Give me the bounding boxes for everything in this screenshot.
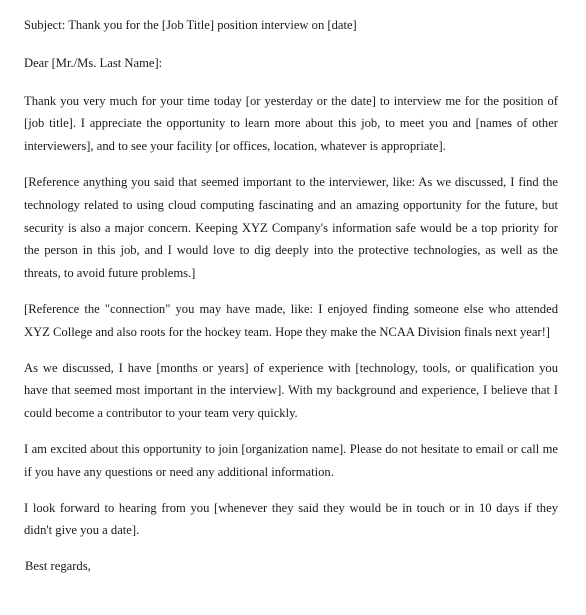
paragraph-thank-you: Thank you very much for your time today [or yesterday or the date] to interview me for the position of [job title]. I appreciate the opportunity to learn more about this job, to meet you and [names of other interviewers], and to see your facility [or offices, location, whatever is appropriate].: [24, 93, 558, 154]
paragraph-experience: As we discussed, I have [months or years] of experience with [technology, tools, or qualification you have that seemed most important in the interview]. With my background and experience, I believe that I could become a contributor to your team very quickly.: [24, 360, 558, 421]
closing: Best regards,: [25, 559, 91, 574]
paragraph-reference-connection: [Reference the "connection" you may have made, like: I enjoyed finding someone else who attended XYZ College and also roots for the hockey team. Hope they make the NCAA Division finals next year!]: [24, 301, 558, 339]
paragraph-reference-discussion: [Reference anything you said that seemed important to the interviewer, like: As we discussed, I find the technology related to using cloud computing fascinating and an amazing opportunity for the future, but security is also a major concern. Keeping XYZ Company's information safe would be a top priority for the person in this job, and I would love to dig deeply into the protective technologies, as well as the threats, to avoid future problems.]: [24, 174, 558, 281]
subject-line: Subject: Thank you for the [Job Title] position interview on [date]: [24, 18, 357, 32]
letter-document: [24, 14, 558, 578]
salutation: Dear [Mr./Ms. Last Name]:: [24, 55, 163, 70]
paragraph-look-forward: I look forward to hearing from you [whenever they said they would be in touch or in 10 days if they didn't give you a date].: [24, 500, 558, 538]
paragraph-excitement: I am excited about this opportunity to join [organization name]. Please do not hesitate to email or call me if you have any questions or need any additional information.: [24, 441, 558, 479]
